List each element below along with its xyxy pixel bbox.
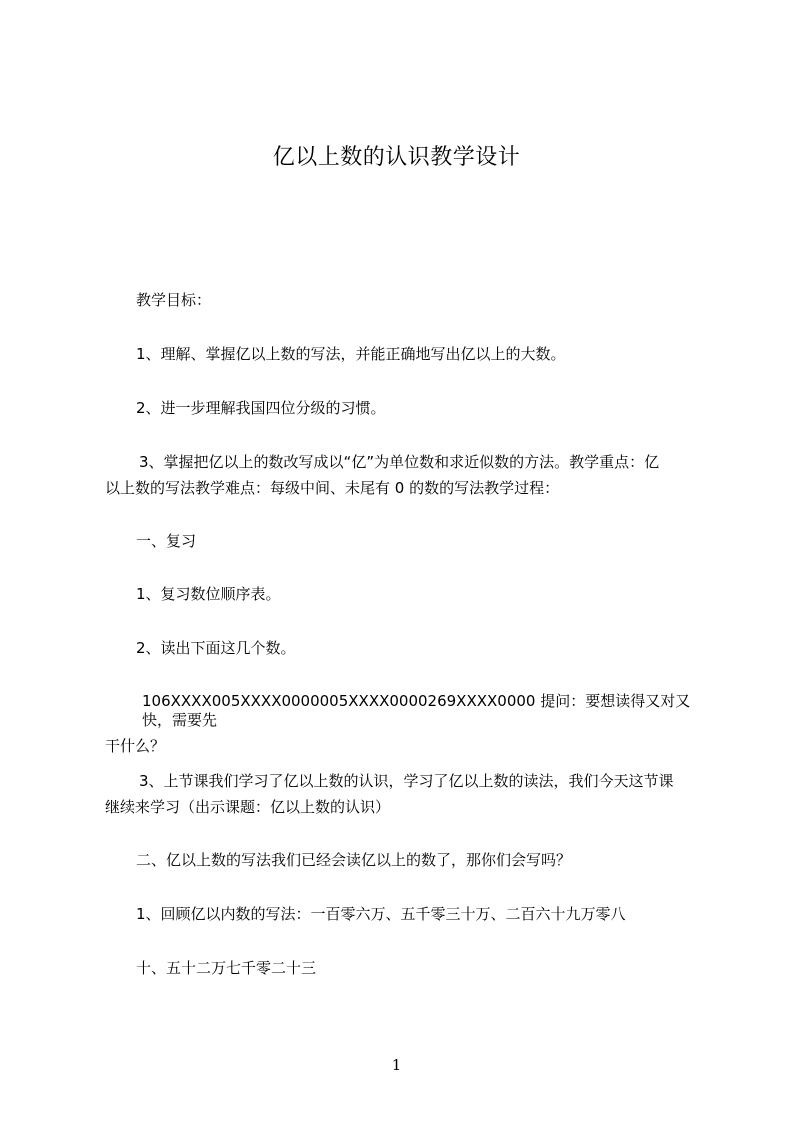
write-item-1-continued: 十、五十二万七千零二十三 [136,959,317,977]
objective-2: 2、进一步理解我国四位分级的习惯。 [136,399,386,417]
objective-1: 1、理解、掌握亿以上数的写法，并能正确地写出亿以上的大数。 [136,345,566,363]
objective-3 [105,453,712,498]
numbers-line-1: 106XXXX005XXXX0000005XXXX0000269XXXX0000 提问：要想读得又对又快，需要先 [142,692,691,729]
page-title: 亿以上数的认识教学设计 [272,145,521,170]
numbers-paragraph [105,692,712,756]
review-item-3-line-1: 3、上节课我们学习了亿以上数的认识，学习了亿以上数的读法，我们今天这节课 [139,772,674,790]
section-2-heading: 二、亿以上数的写法我们已经会读亿以上的数了，那你们会写吗？ [136,851,572,869]
review-item-3 [105,772,712,817]
numbers-line-2: 干什么？ [105,737,166,755]
review-item-1: 1、复习数位顺序表。 [136,585,281,603]
review-item-2: 2、读出下面这几个数。 [136,639,296,657]
objectives-heading: 教学目标： [136,291,212,309]
review-item-3-line-2: 继续来学习（出示课题：亿以上数的认识） [105,798,391,816]
objective-3-line-1: 3、掌握把亿以上的数改写成以“亿”为单位数和求近似数的方法。教学重点：亿 [139,453,660,471]
section-1-heading: 一、复习 [136,532,197,550]
page-number: 1 [391,1056,402,1074]
write-item-1: 1、回顾亿以内数的写法：一百零六万、五千零三十万、二百六十九万零八 [136,905,626,923]
objective-3-line-2: 以上数的写法教学难点：每级中间、未尾有 0 的数的写法教学过程： [105,479,560,497]
